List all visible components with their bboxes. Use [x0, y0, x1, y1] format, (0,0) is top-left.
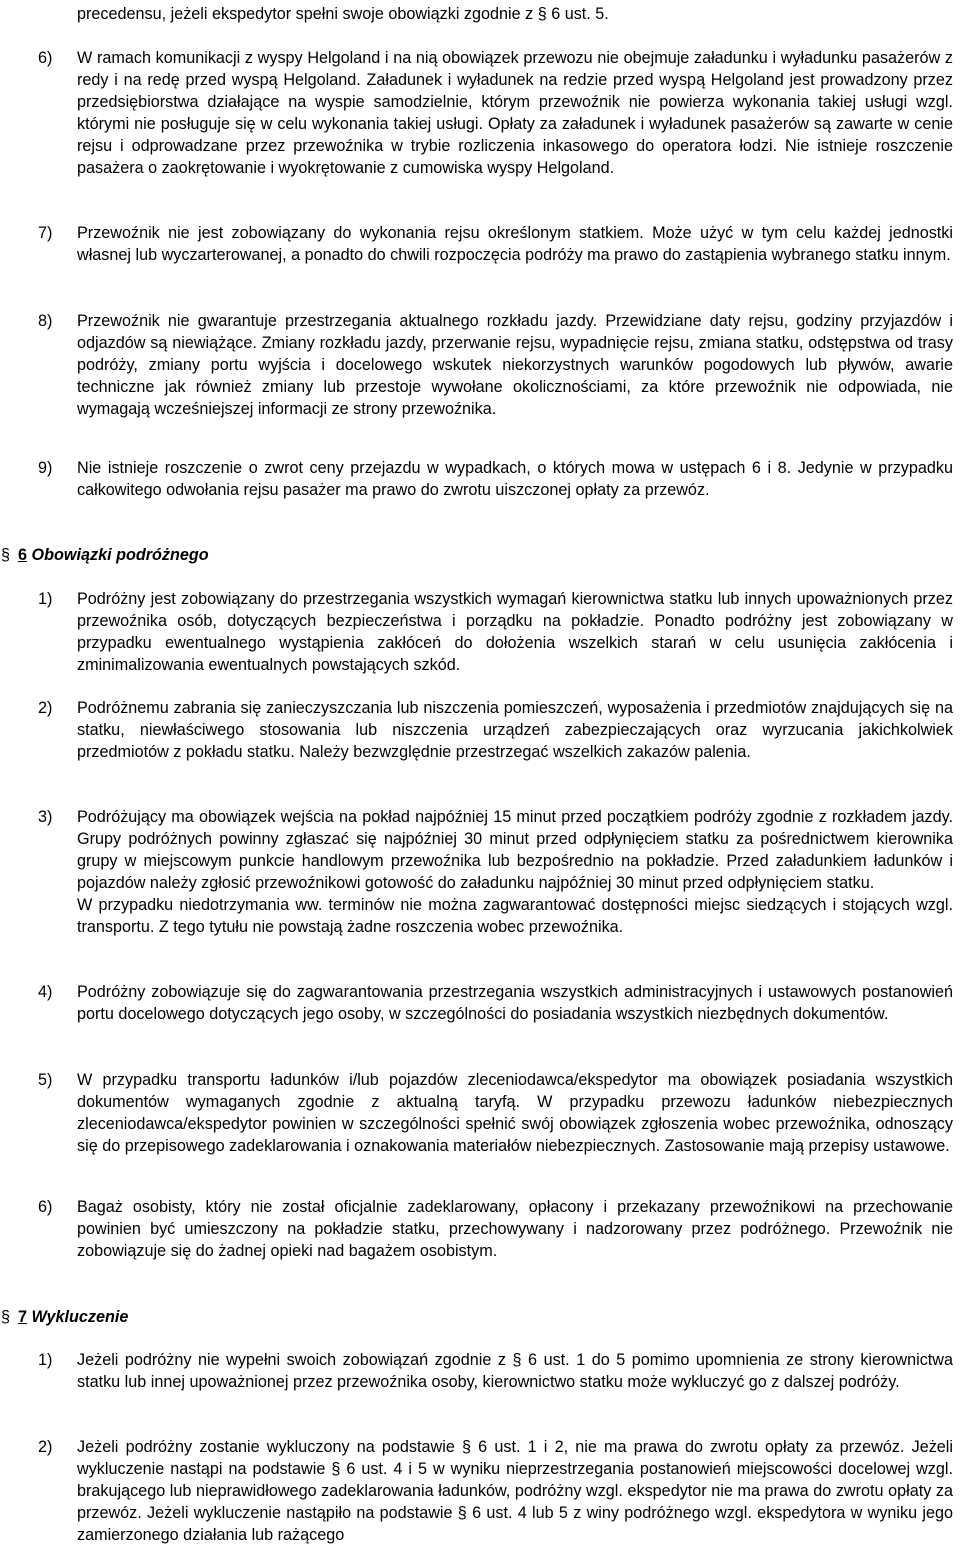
list-item [0, 47, 960, 179]
list-item [0, 1436, 960, 1546]
lead-paragraph: precedensu, jeżeli ekspedytor spełni swoje obowiązki zgodnie z § 6 ust. 5. [77, 5, 609, 23]
item-number: 4) [38, 983, 53, 1001]
section-symbol: § [1, 1308, 11, 1326]
section-title: Obowiązki podróżnego [31, 546, 209, 564]
list-item [0, 1349, 960, 1393]
item-text-continued: W przypadku niedotrzymania ww. terminów nie można zagwarantować dostępności miejsc siedzących i stojących wzgl. transportu. Z tego tytułu nie powstają żadne roszczenia wobec przewoźnika. [77, 896, 953, 936]
item-text: W przypadku transportu ładunków i/lub pojazdów zleceniodawca/ekspedytor ma obowiązek posiadania wszystkich dokumentów wymaganych zgodnie z aktualną taryfą. W przypadku przewozu ładunków niebezpiecznych zleceniodawca/ekspedytor powinien w szczególności spełnić swój obowiązek zgłoszenia wobec przewoźnika, odnoszący się do przepisowego zadeklarowania i oznakowania materiałów niebezpiecznych. Zastosowanie mają przepisy ustawowe. [77, 1071, 953, 1155]
list-item [0, 806, 960, 938]
item-number: 5) [38, 1071, 53, 1089]
list-item [0, 588, 960, 676]
section-number: 7 [18, 1308, 28, 1326]
list-item [0, 457, 960, 501]
list-item [0, 310, 960, 420]
list-item [0, 1196, 960, 1262]
list-item [0, 1069, 960, 1157]
section-number: 6 [18, 546, 28, 564]
item-number: 2) [38, 1438, 53, 1456]
item-text: Jeżeli podróżny zostanie wykluczony na podstawie § 6 ust. 1 i 2, nie ma prawa do zwrotu opłaty za przewóz. Jeżeli wykluczenie nastąpi na podstawie § 6 ust. 4 i 5 w wyniku nieprzestrzegania postanowień miejscowości docelowej wzgl. brakującego lub nieprawidłowego zadeklarowania ładunków, podróżny wzgl. ekspedytor nie ma prawa do zwrotu opłaty za przewóz. Jeżeli wykluczenie nastąpiło na podstawie § 6 ust. 4 lub 5 z winy podróżnego wzgl. ekspedytora w wyniku jego zamierzonego działania lub rażącego [77, 1438, 953, 1544]
item-text: Przewoźnik nie jest zobowiązany do wykonania rejsu określonym statkiem. Może użyć w tym celu każdej jednostki własnej lub wyczarterowanej, a ponadto do chwili rozpoczęcia podróży ma prawo do zastąpienia wybranego statku innym. [77, 224, 953, 264]
item-number: 1) [38, 1351, 53, 1369]
item-text: Podróżnemu zabrania się zanieczyszczania lub niszczenia pomieszczeń, wyposażenia i przedmiotów znajdujących się na statku, niewłaściwego stosowania lub niszczenia urządzeń zabezpieczających oraz wyrzucania jakichkolwiek przedmiotów z pokładu statku. Należy bezwzględnie przestrzegać wszelkich zakazów palenia. [77, 699, 953, 761]
item-text: Podróżny jest zobowiązany do przestrzegania wszystkich wymagań kierownictwa statku lub innych upoważnionych przez przewoźnika osób, dotyczących bezpieczeństwa i porządku na pokładzie. Ponadto podróżny jest zobowiązany w przypadku ewentualnego wystąpienia zakłóceń do dołożenia wszelkich starań w celu usunięcia zakłócenia i zminimalizowania ewentualnych powstających szkód. [77, 590, 953, 674]
item-text: Jeżeli podróżny nie wypełni swoich zobowiązań zgodnie z § 6 ust. 1 do 5 pomimo upomnienia ze strony kierownictwa statku lub innej upoważnionej przez przewoźnika osoby, kierownictwo statku może wykluczyć go z dalszej podróży. [77, 1351, 953, 1391]
list-item [0, 222, 960, 266]
item-number: 1) [38, 590, 53, 608]
item-text: Nie istnieje roszczenie o zwrot ceny przejazdu w wypadkach, o których mowa w ustępach 6 i 8. Jedynie w przypadku całkowitego odwołania rejsu pasażer ma prawo do zwrotu uiszczonej opłaty za przewóz. [77, 459, 953, 499]
item-number: 3) [38, 808, 53, 826]
item-number: 7) [38, 224, 53, 242]
item-text: W ramach komunikacji z wyspy Helgoland i na nią obowiązek przewozu nie obejmuje załadunku i wyładunku pasażerów z redy i na redę przed wyspą Helgoland. Załadunek i wyładunek na redzie przed wyspą Helgoland jest prowadzony przez przedsiębiorstwa działające na wyspie samodzielnie, którym przewoźnik nie powierza wykonania takiej usługi wzgl. którymi nie posługuje się w celu wykonania takiej usługi. Opłaty za załadunek i wyładunek pasażerów są zawarte w cenie rejsu i odprowadzane przez przewoźnika w trybie rozliczenia inkasowego do operatora łodzi. Nie istnieje roszczenie pasażera o zaokrętowanie i wyokrętowanie z cumowiska wyspy Helgoland. [77, 49, 953, 177]
section-title: Wykluczenie [31, 1308, 129, 1326]
item-number: 9) [38, 459, 53, 477]
item-number: 8) [38, 312, 53, 330]
section-symbol: § [1, 546, 11, 564]
item-text: Bagaż osobisty, który nie został oficjalnie zadeklarowany, opłacony i przekazany przewoźnikowi na przechowanie powinien być umieszczony na pokładzie statku, przechowywany i nadzorowany przez podróżnego. Przewoźnik nie zobowiązuje się do żadnej opieki nad bagażem osobistym. [77, 1198, 953, 1260]
list-item [0, 981, 960, 1025]
item-text: Podróżujący ma obowiązek wejścia na pokład najpóźniej 15 minut przed początkiem podróży zgodnie z rozkładem jazdy. Grupy podróżnych powinny zgłaszać się najpóźniej 30 minut przed odpłynięciem statku za pośrednictwem kierownika grupy w miejscowym punkcie handlowym przewoźnika lub bezpośrednio na pokładzie. Przed załadunkiem ładunków i pojazdów należy zgłosić przewoźnikowi gotowość do załadunku najpóźniej 30 minut przed odpłynięciem statku. [77, 808, 953, 892]
item-number: 6) [38, 49, 53, 67]
item-text: Podróżny zobowiązuje się do zagwarantowania przestrzegania wszystkich administracyjnych i ustawowych postanowień portu docelowego dotyczących jego osoby, w szczególności do posiadania wszystkich niezbędnych dokumentów. [77, 983, 953, 1023]
item-number: 6) [38, 1198, 53, 1216]
item-number: 2) [38, 699, 53, 717]
item-text: Przewoźnik nie gwarantuje przestrzegania aktualnego rozkładu jazdy. Przewidziane daty rejsu, godziny przyjazdów i odjazdów są niewiążące. Zmiany rozkładu jazdy, przerwanie rejsu, wypadnięcie rejsu, zmiana statku, odstępstwa od trasy podróży, zmiany portu wyjścia i docelowego wskutek niekorzystnych warunków pogodowych lub pływów, awarie techniczne jak również zmiany lub przestoje wywołane okolicznościami, za które przewoźnik nie odpowiada, nie wymagają wcześniejszej informacji ze strony przewoźnika. [77, 312, 953, 418]
list-item [0, 697, 960, 763]
